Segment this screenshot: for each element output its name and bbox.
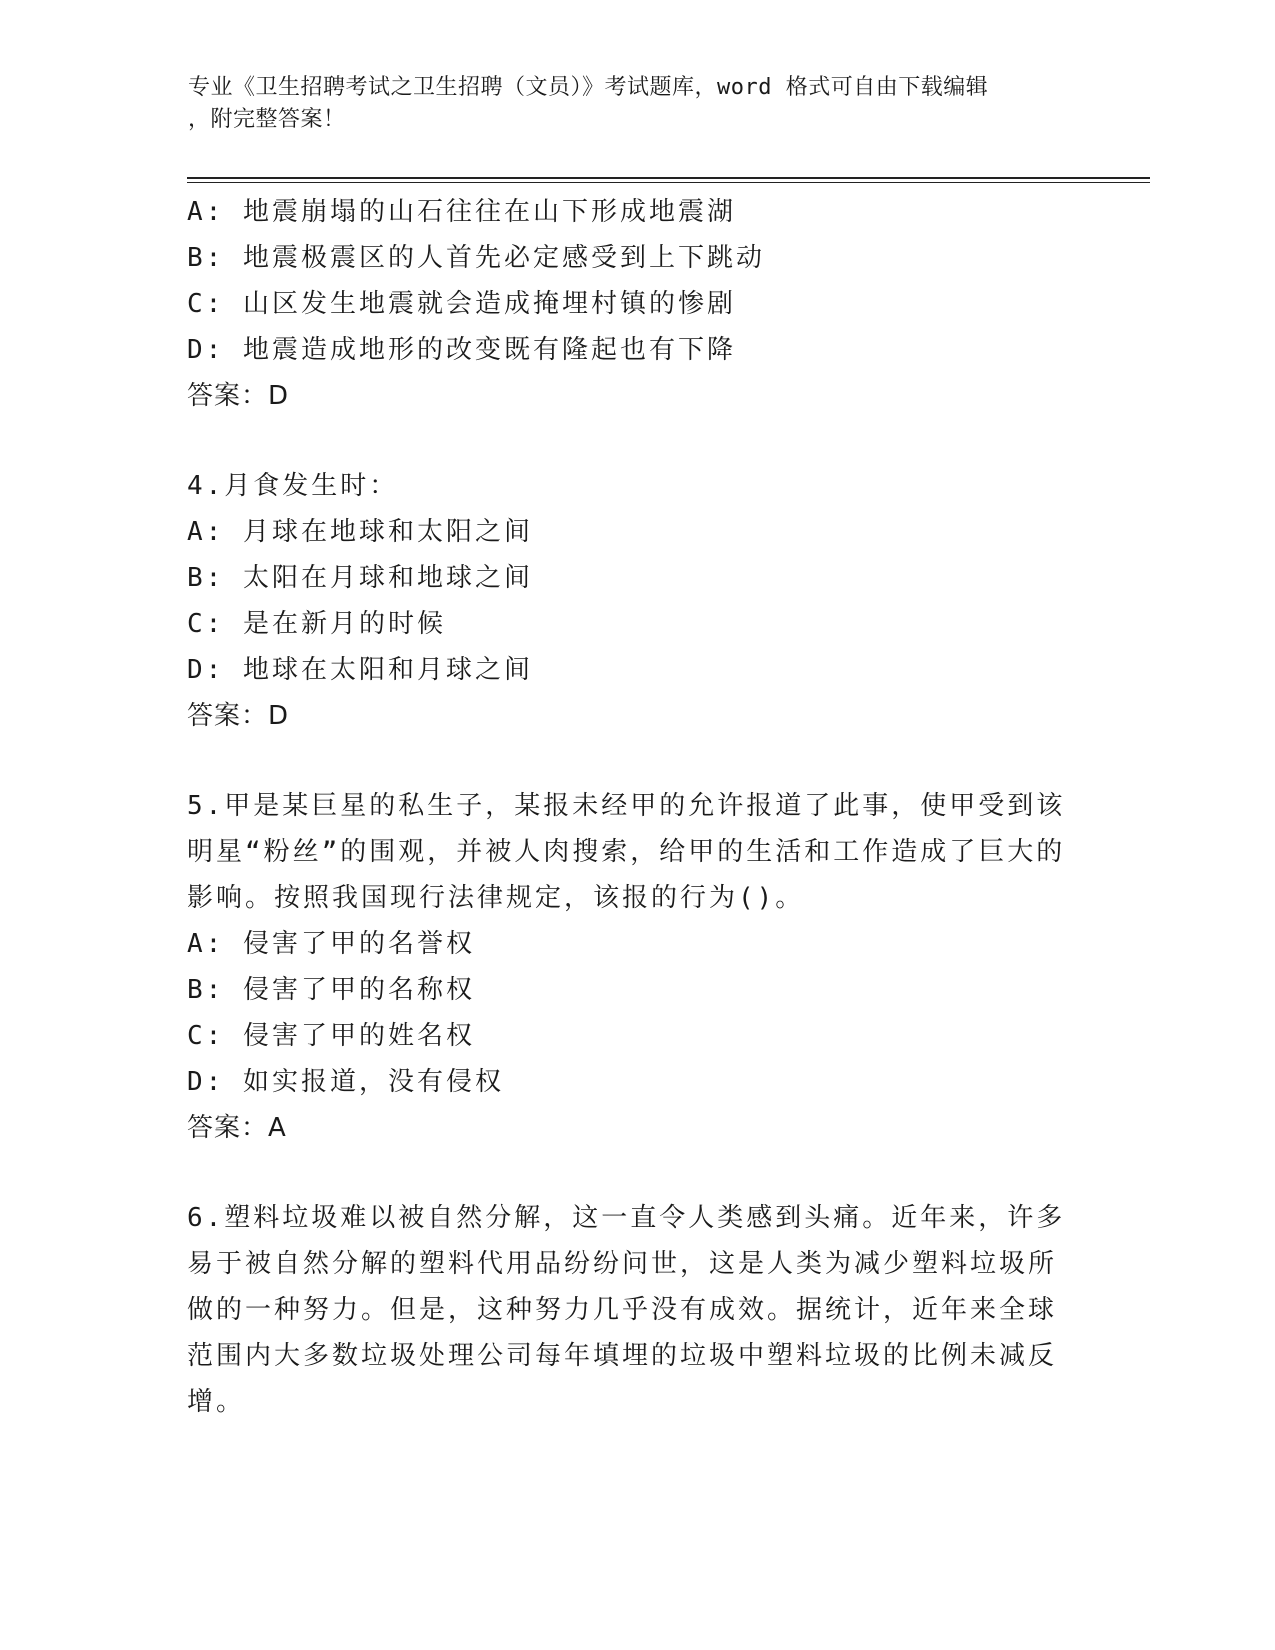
q3-answer: 答案：D <box>187 381 290 411</box>
document-body <box>187 189 1067 1425</box>
q4-question: 4.月食发生时： <box>187 471 399 501</box>
header-divider-thin <box>187 182 1150 183</box>
question-4 <box>187 463 1067 739</box>
q3-option-a: A: 地震崩塌的山石往往在山下形成地震湖 <box>187 197 736 227</box>
question-3 <box>187 189 1067 419</box>
q3-option-d: D: 地震造成地形的改变既有隆起也有下降 <box>187 335 736 365</box>
question-6 <box>187 1195 1067 1425</box>
q5-answer: 答案：A <box>187 1113 287 1143</box>
q4-option-d: D: 地球在太阳和月球之间 <box>187 655 533 685</box>
q4-option-b: B: 太阳在月球和地球之间 <box>187 563 533 593</box>
q5-option-a: A: 侵害了甲的名誉权 <box>187 929 475 959</box>
header-line-1: 专业《卫生招聘考试之卫生招聘（文员）》考试题库，word 格式可自由下载编辑 <box>188 75 989 100</box>
q5-option-c: C: 侵害了甲的姓名权 <box>187 1021 475 1051</box>
q3-option-c: C: 山区发生地震就会造成掩埋村镇的惨剧 <box>187 289 736 319</box>
q5-question: 5.甲是某巨星的私生子，某报未经甲的允许报道了此事，使甲受到该明星“粉丝”的围观，并被人肉搜索，给甲的生活和工作造成了巨大的影响。按照我国现行法律规定，该报的行为()。 <box>187 791 1066 913</box>
spacer <box>187 419 1067 463</box>
q5-option-d: D: 如实报道，没有侵权 <box>187 1067 504 1097</box>
q3-option-b: B: 地震极震区的人首先必定感受到上下跳动 <box>187 243 765 273</box>
q5-option-b: B: 侵害了甲的名称权 <box>187 975 475 1005</box>
header-divider-thick <box>187 177 1150 179</box>
q4-answer: 答案：D <box>187 701 290 731</box>
header-line-2: ，附完整答案！ <box>188 107 346 132</box>
q4-option-a: A: 月球在地球和太阳之间 <box>187 517 533 547</box>
spacer <box>187 739 1067 783</box>
spacer <box>187 1151 1067 1195</box>
q6-question: 6.塑料垃圾难以被自然分解，这一直令人类感到头痛。近年来，许多易于被自然分解的塑料代用品纷纷问世，这是人类为减少塑料垃圾所做的一种努力。但是，这种努力几乎没有成效。据统计，近年来全球范围内大多数垃圾处理公司每年填埋的垃圾中塑料垃圾的比例未减反增。 <box>187 1203 1066 1417</box>
q4-option-c: C: 是在新月的时候 <box>187 609 446 639</box>
question-5 <box>187 783 1067 1151</box>
document-header <box>188 72 1068 136</box>
